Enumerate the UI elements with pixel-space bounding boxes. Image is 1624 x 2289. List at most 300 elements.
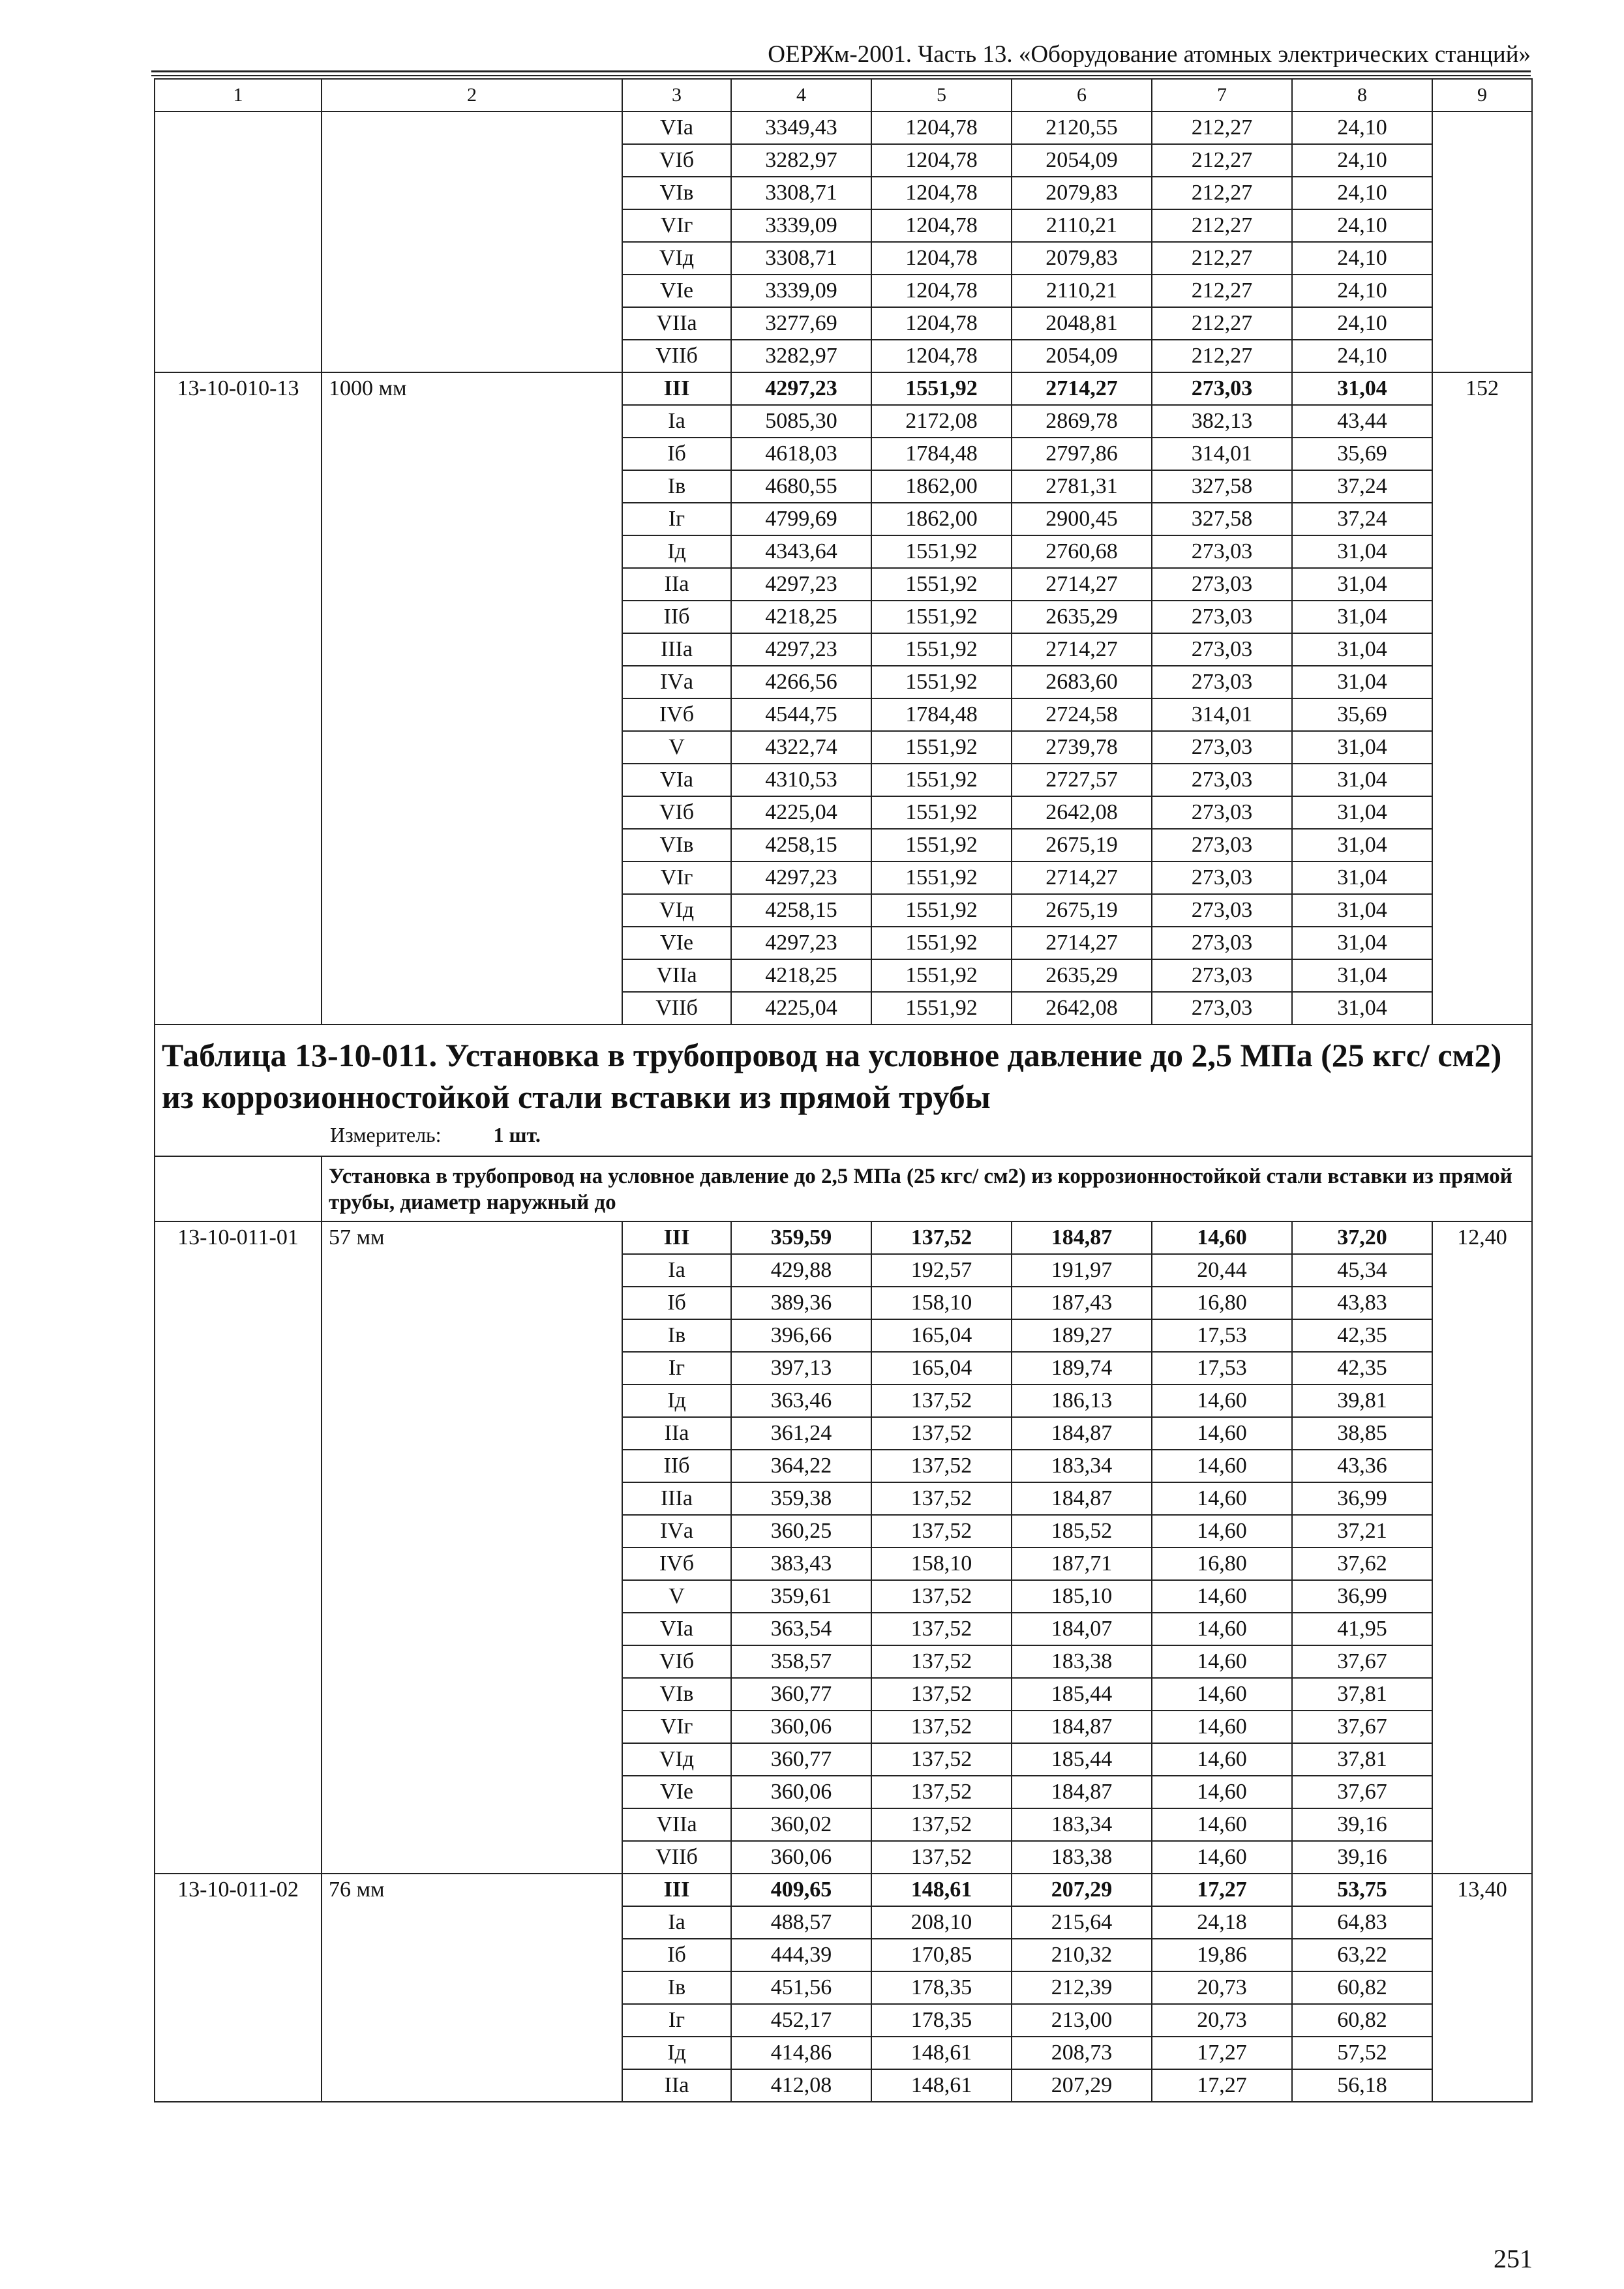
value-cell: 4258,15 (731, 829, 871, 861)
value-cell: 273,03 (1152, 992, 1292, 1025)
value-cell: 397,13 (731, 1352, 871, 1384)
value-cell: 24,18 (1152, 1906, 1292, 1939)
value-cell: 45,34 (1292, 1254, 1432, 1287)
zone-cell: III (622, 1221, 731, 1254)
value-cell: 360,02 (731, 1808, 871, 1841)
value-cell: 212,39 (1012, 1971, 1152, 2004)
value-cell: 3339,09 (731, 275, 871, 307)
value-cell: 137,52 (871, 1808, 1012, 1841)
value-cell: 210,32 (1012, 1939, 1152, 1971)
value-cell: 35,69 (1292, 698, 1432, 731)
value-cell: 19,86 (1152, 1939, 1292, 1971)
value-cell: 4297,23 (731, 861, 871, 894)
value-cell: 14,60 (1152, 1678, 1292, 1711)
zone-cell: Iа (622, 1906, 731, 1939)
value-cell: 14,60 (1152, 1808, 1292, 1841)
value-cell: 14,60 (1152, 1417, 1292, 1450)
value-cell: 20,73 (1152, 1971, 1292, 2004)
rates-table (154, 78, 1533, 2102)
table-row (155, 112, 1532, 144)
value-cell: 2714,27 (1012, 927, 1152, 959)
table-title: Таблица 13-10-011. Установка в трубопровод на условное давление до 2,5 МПа (25 кгс/ см2) из коррозионностойкой стали вставки из прямой трубы (162, 1037, 1502, 1115)
value-cell: 2635,29 (1012, 601, 1152, 633)
value-cell: 1551,92 (871, 666, 1012, 698)
zone-cell: IIIа (622, 633, 731, 666)
zone-cell: IIа (622, 2069, 731, 2102)
value-cell: 314,01 (1152, 698, 1292, 731)
value-cell: 3308,71 (731, 242, 871, 275)
col9-cell: 152 (1432, 372, 1532, 1025)
value-cell: 14,60 (1152, 1711, 1292, 1743)
value-cell: 1551,92 (871, 535, 1012, 568)
value-cell: 2172,08 (871, 405, 1012, 438)
value-cell: 39,81 (1292, 1384, 1432, 1417)
value-cell: 273,03 (1152, 601, 1292, 633)
value-cell: 60,82 (1292, 1971, 1432, 2004)
value-cell: 314,01 (1152, 438, 1292, 470)
value-cell: 31,04 (1292, 601, 1432, 633)
value-cell: 24,10 (1292, 242, 1432, 275)
value-cell: 24,10 (1292, 340, 1432, 372)
value-cell: 359,38 (731, 1482, 871, 1515)
zone-cell: VIв (622, 1678, 731, 1711)
value-cell: 64,83 (1292, 1906, 1432, 1939)
value-cell: 3277,69 (731, 307, 871, 340)
value-cell: 24,10 (1292, 275, 1432, 307)
page-number: 251 (1494, 2244, 1533, 2273)
value-cell: 360,06 (731, 1776, 871, 1808)
value-cell: 41,95 (1292, 1613, 1432, 1645)
value-cell: 1551,92 (871, 829, 1012, 861)
value-cell: 1204,78 (871, 340, 1012, 372)
value-cell: 212,27 (1152, 307, 1292, 340)
value-cell: 3282,97 (731, 340, 871, 372)
zone-cell: IVб (622, 1548, 731, 1580)
value-cell: 409,65 (731, 1874, 871, 1906)
zone-cell: III (622, 1874, 731, 1906)
value-cell: 17,53 (1152, 1319, 1292, 1352)
value-cell: 1551,92 (871, 927, 1012, 959)
value-cell: 2675,19 (1012, 829, 1152, 861)
table-row (155, 372, 1532, 405)
value-cell: 17,27 (1152, 1874, 1292, 1906)
value-cell: 359,59 (731, 1221, 871, 1254)
value-cell: 207,29 (1012, 1874, 1152, 1906)
value-cell: 36,99 (1292, 1580, 1432, 1613)
value-cell: 137,52 (871, 1613, 1012, 1645)
value-cell: 2739,78 (1012, 731, 1152, 764)
value-cell: 2079,83 (1012, 177, 1152, 209)
zone-cell: Iв (622, 1971, 731, 2004)
value-cell: 2714,27 (1012, 568, 1152, 601)
value-cell: 4297,23 (731, 633, 871, 666)
value-cell: 2048,81 (1012, 307, 1152, 340)
value-cell: 4225,04 (731, 796, 871, 829)
value-cell: 213,00 (1012, 2004, 1152, 2037)
value-cell: 360,06 (731, 1711, 871, 1743)
col-number: 7 (1152, 79, 1292, 112)
value-cell: 4297,23 (731, 927, 871, 959)
value-cell: 327,58 (1152, 470, 1292, 503)
value-cell: 4218,25 (731, 601, 871, 633)
value-cell: 137,52 (871, 1221, 1012, 1254)
value-cell: 2727,57 (1012, 764, 1152, 796)
value-cell: 189,74 (1012, 1352, 1152, 1384)
zone-cell: Iг (622, 503, 731, 535)
column-number-row (155, 79, 1532, 112)
value-cell: 24,10 (1292, 209, 1432, 242)
value-cell: 1551,92 (871, 568, 1012, 601)
value-cell: 208,73 (1012, 2037, 1152, 2069)
value-cell: 158,10 (871, 1287, 1012, 1319)
zone-cell: IIб (622, 1450, 731, 1482)
value-cell: 2120,55 (1012, 112, 1152, 144)
subtitle-spacer (155, 1156, 322, 1221)
value-cell: 31,04 (1292, 731, 1432, 764)
value-cell: 53,75 (1292, 1874, 1432, 1906)
value-cell: 37,67 (1292, 1645, 1432, 1678)
value-cell: 2714,27 (1012, 861, 1152, 894)
value-cell: 158,10 (871, 1548, 1012, 1580)
measure-value: 1 шт. (493, 1123, 541, 1146)
zone-cell: VIе (622, 275, 731, 307)
value-cell: 488,57 (731, 1906, 871, 1939)
zone-cell: IIа (622, 568, 731, 601)
zone-cell: III (622, 372, 731, 405)
value-cell: 212,27 (1152, 275, 1292, 307)
zone-cell: VIб (622, 1645, 731, 1678)
value-cell: 363,54 (731, 1613, 871, 1645)
value-cell: 60,82 (1292, 2004, 1432, 2037)
value-cell: 451,56 (731, 1971, 871, 2004)
value-cell: 273,03 (1152, 633, 1292, 666)
value-cell: 364,22 (731, 1450, 871, 1482)
value-cell: 183,34 (1012, 1450, 1152, 1482)
value-cell: 35,69 (1292, 438, 1432, 470)
value-cell: 361,24 (731, 1417, 871, 1450)
zone-cell: VIг (622, 1711, 731, 1743)
value-cell: 137,52 (871, 1580, 1012, 1613)
value-cell: 2724,58 (1012, 698, 1152, 731)
header-rule (151, 70, 1531, 72)
zone-cell: VIIб (622, 1841, 731, 1874)
value-cell: 14,60 (1152, 1580, 1292, 1613)
value-cell: 37,24 (1292, 470, 1432, 503)
value-cell: 382,13 (1152, 405, 1292, 438)
value-cell: 212,27 (1152, 144, 1292, 177)
value-cell: 189,27 (1012, 1319, 1152, 1352)
value-cell: 452,17 (731, 2004, 871, 2037)
zone-cell: VIIб (622, 340, 731, 372)
value-cell: 14,60 (1152, 1645, 1292, 1678)
value-cell: 2900,45 (1012, 503, 1152, 535)
value-cell: 137,52 (871, 1711, 1012, 1743)
value-cell: 14,60 (1152, 1515, 1292, 1548)
value-cell: 1551,92 (871, 764, 1012, 796)
value-cell: 2797,86 (1012, 438, 1152, 470)
value-cell: 1204,78 (871, 275, 1012, 307)
rate-code-cell: 13-10-011-02 (155, 1874, 322, 2102)
col-number: 8 (1292, 79, 1432, 112)
value-cell: 1551,92 (871, 894, 1012, 927)
value-cell: 215,64 (1012, 1906, 1152, 1939)
value-cell: 63,22 (1292, 1939, 1432, 1971)
value-cell: 208,10 (871, 1906, 1012, 1939)
value-cell: 17,27 (1152, 2069, 1292, 2102)
table-title-row (155, 1025, 1532, 1156)
value-cell: 2054,09 (1012, 144, 1152, 177)
zone-cell: Iд (622, 2037, 731, 2069)
value-cell: 37,81 (1292, 1678, 1432, 1711)
zone-cell: IVа (622, 1515, 731, 1548)
value-cell: 42,35 (1292, 1352, 1432, 1384)
zone-cell: Iд (622, 535, 731, 568)
value-cell: 212,27 (1152, 209, 1292, 242)
value-cell: 212,27 (1152, 177, 1292, 209)
value-cell: 137,52 (871, 1417, 1012, 1450)
zone-cell: V (622, 1580, 731, 1613)
value-cell: 137,52 (871, 1645, 1012, 1678)
value-cell: 2079,83 (1012, 242, 1152, 275)
value-cell: 273,03 (1152, 535, 1292, 568)
value-cell: 4343,64 (731, 535, 871, 568)
value-cell: 39,16 (1292, 1841, 1432, 1874)
col9-cell (1432, 112, 1532, 372)
value-cell: 396,66 (731, 1319, 871, 1352)
value-cell: 4218,25 (731, 959, 871, 992)
zone-cell: VIе (622, 1776, 731, 1808)
value-cell: 4618,03 (731, 438, 871, 470)
rate-name-cell: 76 мм (322, 1874, 622, 2102)
value-cell: 1204,78 (871, 307, 1012, 340)
value-cell: 184,87 (1012, 1417, 1152, 1450)
value-cell: 184,87 (1012, 1711, 1152, 1743)
value-cell: 4680,55 (731, 470, 871, 503)
value-cell: 4297,23 (731, 568, 871, 601)
value-cell: 185,44 (1012, 1678, 1152, 1711)
value-cell: 37,67 (1292, 1776, 1432, 1808)
value-cell: 360,77 (731, 1743, 871, 1776)
header-rule (151, 75, 1531, 76)
zone-cell: Iг (622, 2004, 731, 2037)
value-cell: 2642,08 (1012, 796, 1152, 829)
value-cell: 444,39 (731, 1939, 871, 1971)
value-cell: 212,27 (1152, 340, 1292, 372)
zone-cell: Iв (622, 1319, 731, 1352)
value-cell: 1551,92 (871, 959, 1012, 992)
zone-cell: VIIа (622, 959, 731, 992)
value-cell: 14,60 (1152, 1743, 1292, 1776)
value-cell: 4799,69 (731, 503, 871, 535)
value-cell: 137,52 (871, 1776, 1012, 1808)
value-cell: 31,04 (1292, 894, 1432, 927)
value-cell: 412,08 (731, 2069, 871, 2102)
value-cell: 31,04 (1292, 666, 1432, 698)
value-cell: 1551,92 (871, 731, 1012, 764)
value-cell: 43,44 (1292, 405, 1432, 438)
value-cell: 148,61 (871, 1874, 1012, 1906)
value-cell: 273,03 (1152, 568, 1292, 601)
value-cell: 4297,23 (731, 372, 871, 405)
zone-cell: Iб (622, 1287, 731, 1319)
value-cell: 183,38 (1012, 1841, 1152, 1874)
value-cell: 1551,92 (871, 861, 1012, 894)
value-cell: 31,04 (1292, 959, 1432, 992)
value-cell: 1551,92 (871, 992, 1012, 1025)
value-cell: 3349,43 (731, 112, 871, 144)
value-cell: 31,04 (1292, 992, 1432, 1025)
value-cell: 137,52 (871, 1678, 1012, 1711)
value-cell: 383,43 (731, 1548, 871, 1580)
zone-cell: VIв (622, 829, 731, 861)
value-cell: 3339,09 (731, 209, 871, 242)
value-cell: 178,35 (871, 2004, 1012, 2037)
running-header: ОЕРЖм-2001. Часть 13. «Оборудование атомных электрических станций» (768, 41, 1531, 68)
zone-cell: Iд (622, 1384, 731, 1417)
value-cell: 2635,29 (1012, 959, 1152, 992)
value-cell: 185,52 (1012, 1515, 1152, 1548)
zone-cell: VIIа (622, 307, 731, 340)
zone-cell: Iа (622, 1254, 731, 1287)
value-cell: 31,04 (1292, 829, 1432, 861)
value-cell: 20,73 (1152, 2004, 1292, 2037)
value-cell: 4225,04 (731, 992, 871, 1025)
zone-cell: VIд (622, 242, 731, 275)
zone-cell: VIб (622, 796, 731, 829)
value-cell: 31,04 (1292, 568, 1432, 601)
table-title-cell (155, 1025, 1532, 1156)
zone-cell: VIб (622, 144, 731, 177)
table-subtitle: Установка в трубопровод на условное давление до 2,5 МПа (25 кгс/ см2) из коррозионностойкой стали вставки из прямой трубы, диаметр наружный до (322, 1156, 1532, 1221)
rate-name-cell (322, 112, 622, 372)
zone-cell: VIд (622, 894, 731, 927)
value-cell: 4322,74 (731, 731, 871, 764)
value-cell: 137,52 (871, 1743, 1012, 1776)
value-cell: 43,36 (1292, 1450, 1432, 1482)
value-cell: 184,87 (1012, 1221, 1152, 1254)
value-cell: 1862,00 (871, 470, 1012, 503)
col-number: 6 (1012, 79, 1152, 112)
value-cell: 37,62 (1292, 1548, 1432, 1580)
value-cell: 2760,68 (1012, 535, 1152, 568)
value-cell: 414,86 (731, 2037, 871, 2069)
table-row (155, 1874, 1532, 1906)
value-cell: 273,03 (1152, 829, 1292, 861)
value-cell: 170,85 (871, 1939, 1012, 1971)
col-number: 2 (322, 79, 622, 112)
value-cell: 2683,60 (1012, 666, 1152, 698)
value-cell: 14,60 (1152, 1841, 1292, 1874)
value-cell: 212,27 (1152, 112, 1292, 144)
value-cell: 207,29 (1012, 2069, 1152, 2102)
value-cell: 2054,09 (1012, 340, 1152, 372)
zone-cell: V (622, 731, 731, 764)
value-cell: 4310,53 (731, 764, 871, 796)
value-cell: 1784,48 (871, 698, 1012, 731)
col-number: 5 (871, 79, 1012, 112)
value-cell: 4544,75 (731, 698, 871, 731)
value-cell: 273,03 (1152, 731, 1292, 764)
value-cell: 57,52 (1292, 2037, 1432, 2069)
value-cell: 429,88 (731, 1254, 871, 1287)
value-cell: 37,21 (1292, 1515, 1432, 1548)
value-cell: 359,61 (731, 1580, 871, 1613)
zone-cell: VIг (622, 861, 731, 894)
value-cell: 273,03 (1152, 796, 1292, 829)
value-cell: 273,03 (1152, 666, 1292, 698)
value-cell: 165,04 (871, 1319, 1012, 1352)
value-cell: 327,58 (1152, 503, 1292, 535)
rate-code-cell: 13-10-011-01 (155, 1221, 322, 1874)
value-cell: 5085,30 (731, 405, 871, 438)
value-cell: 358,57 (731, 1645, 871, 1678)
zone-cell: IIб (622, 601, 731, 633)
value-cell: 16,80 (1152, 1287, 1292, 1319)
value-cell: 185,44 (1012, 1743, 1152, 1776)
value-cell: 137,52 (871, 1450, 1012, 1482)
zone-cell: Iб (622, 438, 731, 470)
value-cell: 14,60 (1152, 1776, 1292, 1808)
value-cell: 360,77 (731, 1678, 871, 1711)
value-cell: 137,52 (871, 1384, 1012, 1417)
value-cell: 17,27 (1152, 2037, 1292, 2069)
value-cell: 212,27 (1152, 242, 1292, 275)
value-cell: 363,46 (731, 1384, 871, 1417)
value-cell: 389,36 (731, 1287, 871, 1319)
zone-cell: VIа (622, 1613, 731, 1645)
zone-cell: IVа (622, 666, 731, 698)
zone-cell: Iб (622, 1939, 731, 1971)
zone-cell: VIг (622, 209, 731, 242)
value-cell: 2642,08 (1012, 992, 1152, 1025)
value-cell: 3282,97 (731, 144, 871, 177)
zone-cell: VIа (622, 112, 731, 144)
value-cell: 24,10 (1292, 144, 1432, 177)
rate-name-cell: 1000 мм (322, 372, 622, 1025)
value-cell: 1551,92 (871, 372, 1012, 405)
value-cell: 2869,78 (1012, 405, 1152, 438)
value-cell: 2714,27 (1012, 633, 1152, 666)
value-cell: 137,52 (871, 1515, 1012, 1548)
value-cell: 178,35 (871, 1971, 1012, 2004)
value-cell: 273,03 (1152, 764, 1292, 796)
value-cell: 17,53 (1152, 1352, 1292, 1384)
value-cell: 273,03 (1152, 959, 1292, 992)
value-cell: 4258,15 (731, 894, 871, 927)
value-cell: 16,80 (1152, 1548, 1292, 1580)
value-cell: 1204,78 (871, 144, 1012, 177)
rate-code-cell: 13-10-010-13 (155, 372, 322, 1025)
value-cell: 14,60 (1152, 1482, 1292, 1515)
value-cell: 37,24 (1292, 503, 1432, 535)
zone-cell: Iв (622, 470, 731, 503)
value-cell: 24,10 (1292, 307, 1432, 340)
value-cell: 2110,21 (1012, 275, 1152, 307)
value-cell: 184,87 (1012, 1776, 1152, 1808)
zone-cell: VIе (622, 927, 731, 959)
zone-cell: VIIб (622, 992, 731, 1025)
col-number: 1 (155, 79, 322, 112)
value-cell: 2781,31 (1012, 470, 1152, 503)
zone-cell: IIIа (622, 1482, 731, 1515)
value-cell: 31,04 (1292, 764, 1432, 796)
value-cell: 36,99 (1292, 1482, 1432, 1515)
value-cell: 1551,92 (871, 633, 1012, 666)
value-cell: 31,04 (1292, 633, 1432, 666)
zone-cell: VIв (622, 177, 731, 209)
value-cell: 273,03 (1152, 861, 1292, 894)
value-cell: 37,67 (1292, 1711, 1432, 1743)
